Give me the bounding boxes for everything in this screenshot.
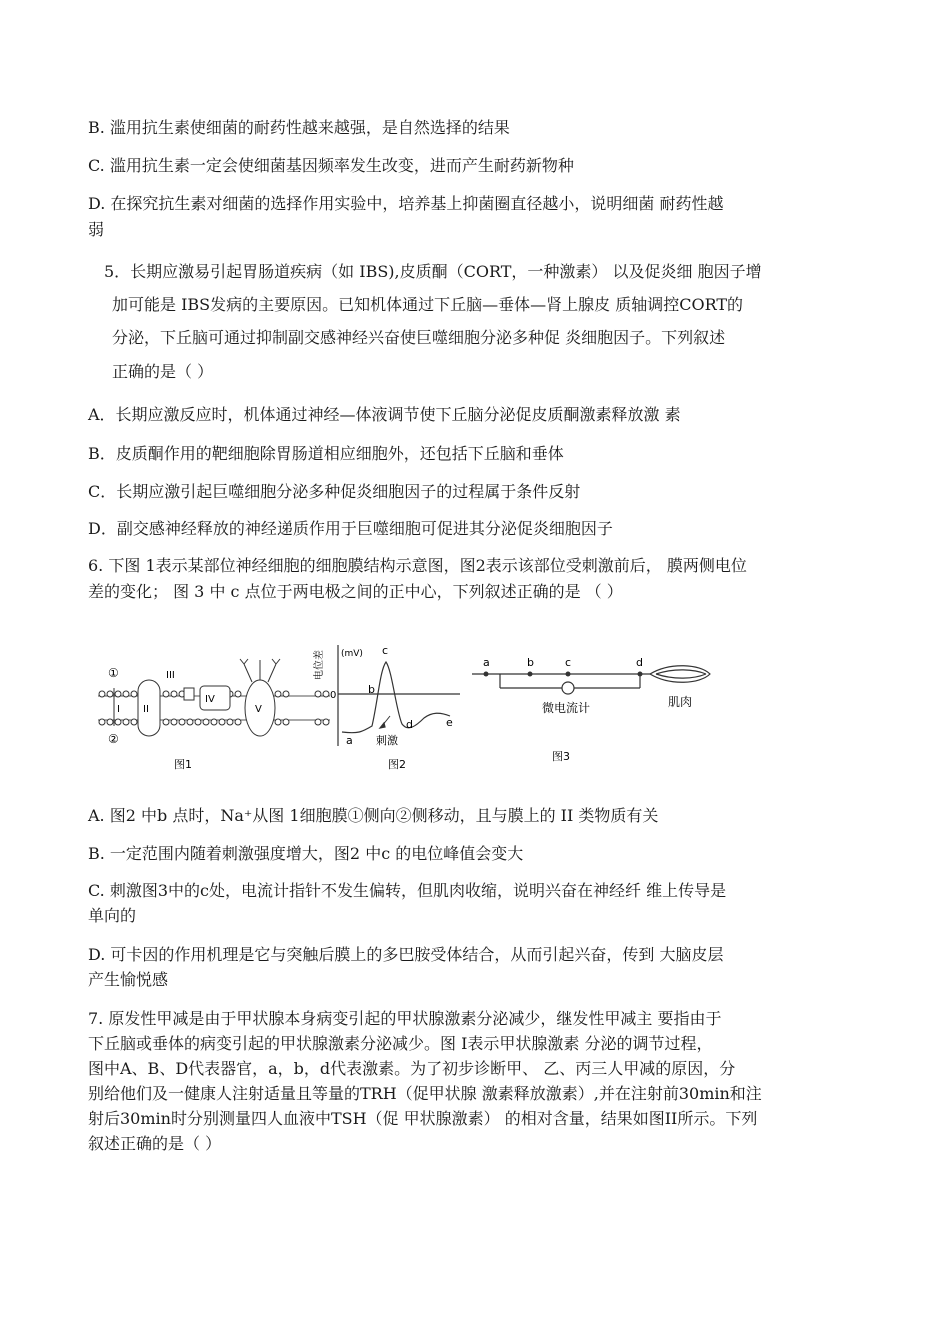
q5-option-b: B．皮质酮作用的靶细胞除胃肠道相应细胞外，还包括下丘脑和垂体 xyxy=(88,444,564,463)
figure1-label-iii: III xyxy=(166,670,175,681)
q5-stem-line4: 正确的是（ ） xyxy=(112,362,214,381)
q4-option-d-line2: 弱 xyxy=(88,220,105,239)
q6-option-d-line2: 产生愉悦感 xyxy=(88,970,169,989)
figure2-point-b: b xyxy=(368,683,375,696)
q6-stem-line2: 差的变化； 图 3 中 c 点位于两电极之间的正中心，下列叙述正确的是 （ ） xyxy=(88,582,623,601)
figure1-label-ii: II xyxy=(143,704,149,715)
q6-option-b: B. 一定范围内随着刺激强度增大，图2 中c 的电位峰值会变大 xyxy=(88,844,524,863)
figure1-caption: 图1 xyxy=(174,758,192,771)
figure2-point-c: c xyxy=(382,644,389,657)
figure1-label-side1: ① xyxy=(108,666,119,680)
figure2-stimulus: 刺激 xyxy=(376,734,398,747)
figure3-point-a: a xyxy=(483,656,490,669)
figure2-point-a: a xyxy=(346,734,353,747)
figure3-point-c: c xyxy=(565,656,572,669)
figure3-caption: 图3 xyxy=(552,750,570,763)
figure2-caption: 图2 xyxy=(388,758,406,771)
figure1-label-iv: IV xyxy=(205,694,215,705)
q6-option-d-line1: D. 可卡因的作用机理是它与突触后膜上的多巴胺受体结合，从而引起兴奋，传到 大脑皮层 xyxy=(88,945,724,964)
q6-option-c-line2: 单向的 xyxy=(88,906,137,925)
q5-option-c: C．长期应激引起巨噬细胞分泌多种促炎细胞因子的过程属于条件反射 xyxy=(88,482,581,501)
figure2-point-e: e xyxy=(446,716,453,729)
figure2-point-d: d xyxy=(406,718,413,731)
q7-stem-line6: 叙述正确的是（ ） xyxy=(88,1134,222,1153)
q7-stem-line2: 下丘脑或垂体的病变引起的甲状腺激素分泌减少。图 I表示甲状腺激素 分泌的调节过程， xyxy=(88,1034,713,1053)
q6-option-a: A. 图2 中b 点时，Na⁺从图 1细胞膜①侧向②侧移动，且与膜上的 II 类物质有关 xyxy=(88,806,659,825)
q5-option-a: A．长期应激反应时，机体通过神经—体液调节使下丘脑分泌促皮质酮激素释放激 素 xyxy=(88,405,681,424)
q6-stem-line1: 6. 下图 1表示某部位神经细胞的细胞膜结构示意图，图2表示该部位受刺激前后， 膜两侧电位 xyxy=(88,556,747,575)
figure3-point-b: b xyxy=(527,656,534,669)
figure1-label-v: V xyxy=(255,704,262,715)
figure3-nerve-setup xyxy=(472,666,710,694)
q4-option-c: C. 滥用抗生素一定会使细菌基因频率发生改变，进而产生耐药新物种 xyxy=(88,156,574,175)
q7-stem-line5: 射后30min时分别测量四人血液中TSH（促 甲状腺激素） 的相对含量，结果如图II所示。下列 xyxy=(88,1109,758,1128)
q6-figure xyxy=(90,640,730,780)
figure2-zero: 0 xyxy=(330,690,337,701)
figure3-muscle: 肌肉 xyxy=(668,695,693,709)
q7-stem-line4: 别给他们及一健康人注射适量且等量的TRH（促甲状腺 激素释放激素）,并在注射前30min和注 xyxy=(88,1084,762,1103)
q4-option-b: B. 滥用抗生素使细菌的耐药性越来越强，是自然选择的结果 xyxy=(88,118,510,137)
figure2-ylabel: 电位差 xyxy=(314,650,325,680)
q5-stem-line3: 分泌，下丘脑可通过抑制副交感神经兴奋使巨噬细胞分泌多种促 炎细胞因子。下列叙述 xyxy=(112,328,726,347)
figure3-microammeter: 微电流计 xyxy=(542,701,591,715)
q6-option-c-line1: C. 刺激图3中的c处，电流计指针不发生偏转，但肌肉收缩，说明兴奋在神经纤 维上传导是 xyxy=(88,881,727,900)
figure2-potential-graph xyxy=(338,645,460,746)
figure1-label-side2: ② xyxy=(108,732,119,746)
q5-option-d: D．副交感神经释放的神经递质作用于巨噬细胞可促进其分泌促炎细胞因子 xyxy=(88,519,613,538)
q5-stem-line1: 5．长期应激易引起胃肠道疾病（如 IBS),皮质酮（CORT，一种激素） 以及促炎细 胞因子增 xyxy=(104,262,762,281)
q7-stem-line1: 7. 原发性甲减是由于甲状腺本身病变引起的甲状腺激素分泌减少，继发性甲减主 要指由于 xyxy=(88,1009,722,1028)
q4-option-d-line1: D. 在探究抗生素对细菌的选择作用实验中，培养基上抑菌圈直径越小，说明细菌 耐药性越 xyxy=(88,194,724,213)
figure3-point-d: d xyxy=(636,656,643,669)
figure2-unit: (mV) xyxy=(341,649,363,659)
figure1-label-i: I xyxy=(117,704,120,715)
q7-stem-line3: 图中A、B、D代表器官，a，b，d代表激素。为了初步诊断甲、 乙、丙三人甲减的原因，分 xyxy=(88,1059,736,1078)
q5-stem-line2: 加可能是 IBS发病的主要原因。已知机体通过下丘脑—垂体—肾上腺皮 质轴调控CORT的 xyxy=(112,295,744,314)
